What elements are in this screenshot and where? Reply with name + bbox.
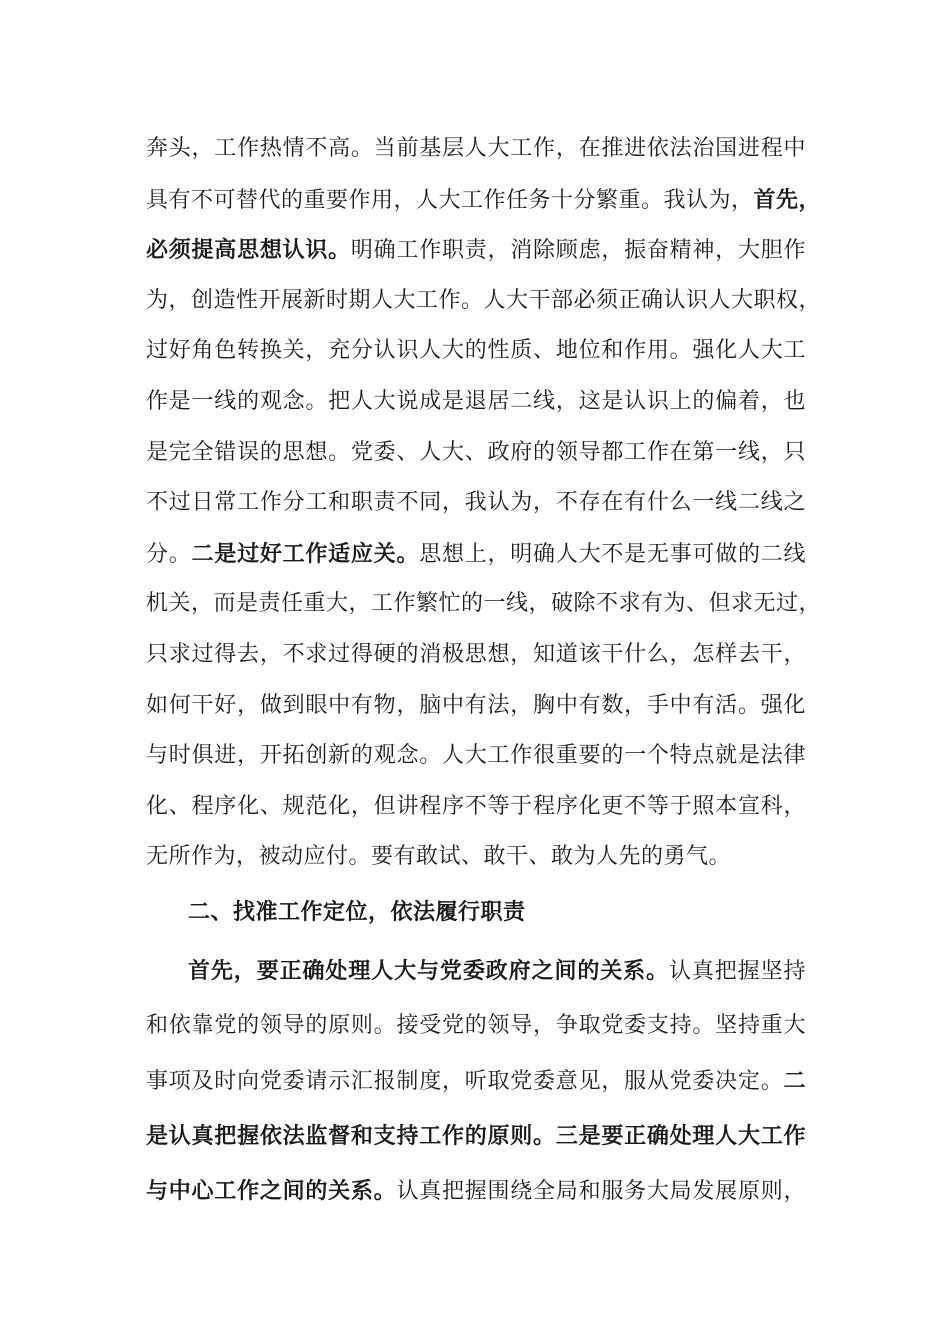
text-run: 与时俱进，开拓创新的观念。人大工作很重要的一个特点就是法律 [146,743,806,769]
bold-text: 是认真把握依法监督和支持工作的原则。三是要正确处理人大工作 [146,1123,806,1149]
text-line [146,589,822,619]
text-run: 过好角色转换关，充分认识人大的性质、地位和作用。强化人大工 [146,338,806,364]
text-run: 只求过得去，不求过得硬的消极思想，知道该干什么，怎样去干， [146,642,806,667]
text-line [146,1176,806,1206]
text-run: 不过日常工作分工和职责不同，我认为，不存在有什么一线二线之 [146,490,806,516]
text-run: 机关，而是责任重大，工作繁忙的一线，破除不求有为、但求无过， [146,591,822,617]
text-run: 和依靠党的领导的原则。接受党的领导，争取党委支持。坚持重大 [146,1013,806,1038]
text-run: 认真把握围绕全局和服务大局发展原则， [396,1179,806,1204]
text-run: 为，创造性开展新时期人大工作。人大干部必须正确认识人大职权， [146,287,822,313]
text-line [146,1121,806,1151]
text-line [146,741,806,771]
text-line [146,488,806,518]
text-run: 认真把握坚持 [668,959,806,984]
text-line [188,956,806,986]
text-run: 分。 [146,541,192,567]
text-line [146,691,806,721]
text-run: 作是一线的观念。把人大说成是退居二线，这是认识上的偏着，也 [146,389,806,414]
text-run: 明确工作职责，消除顾虑，振奋精神，大胆作 [350,238,806,264]
text-run: 思想上，明确人大不是无事可做的二线 [419,541,806,567]
text-run: 具有不可替代的重要作用，人大工作任务十分繁重。我认为， [146,187,754,213]
text-line [146,235,806,265]
text-run: 化、程序化、规范化，但讲程序不等于程序化更不等于照本宣科， [146,793,806,819]
text-run: 奔头，工作热情不高。当前基层人大工作，在推进依法治国进程中 [146,136,806,161]
bold-text: 首先， [753,186,822,213]
text-line [146,539,806,569]
text-run: 无所作为，被动应付。要有敢试、敢干、敢为人先的勇气。 [146,844,732,870]
text-line [146,1011,806,1041]
bold-text: 二 [783,1068,806,1094]
text-line [146,336,806,366]
text-run: 如何干好，做到眼中有物，脑中有法，胸中有数，手中有活。强化 [146,692,806,718]
text-line [146,640,806,670]
text-run: 事项及时向党委请示汇报制度，听取党委意见，服从党委决定。 [146,1069,784,1094]
bold-text: 必须提高思想认识。 [146,237,351,264]
bold-text: 二是过好工作适应关。 [191,540,420,567]
text-line [146,438,806,468]
text-run: 是完全错误的思想。党委、人大、政府的领导都工作在第一线，只 [146,439,806,465]
bold-text: 与中心工作之间的关系。 [146,1178,397,1204]
text-line [146,842,806,872]
text-line [146,185,822,215]
text-line [146,387,806,417]
text-line [146,286,822,316]
section-heading: 二、找准工作定位，依法履行职责 [188,899,526,925]
text-line [146,792,806,822]
bold-text: 首先，要正确处理人大与党委政府之间的关系。 [188,958,669,984]
text-line [146,134,806,164]
text-line [146,1066,806,1096]
